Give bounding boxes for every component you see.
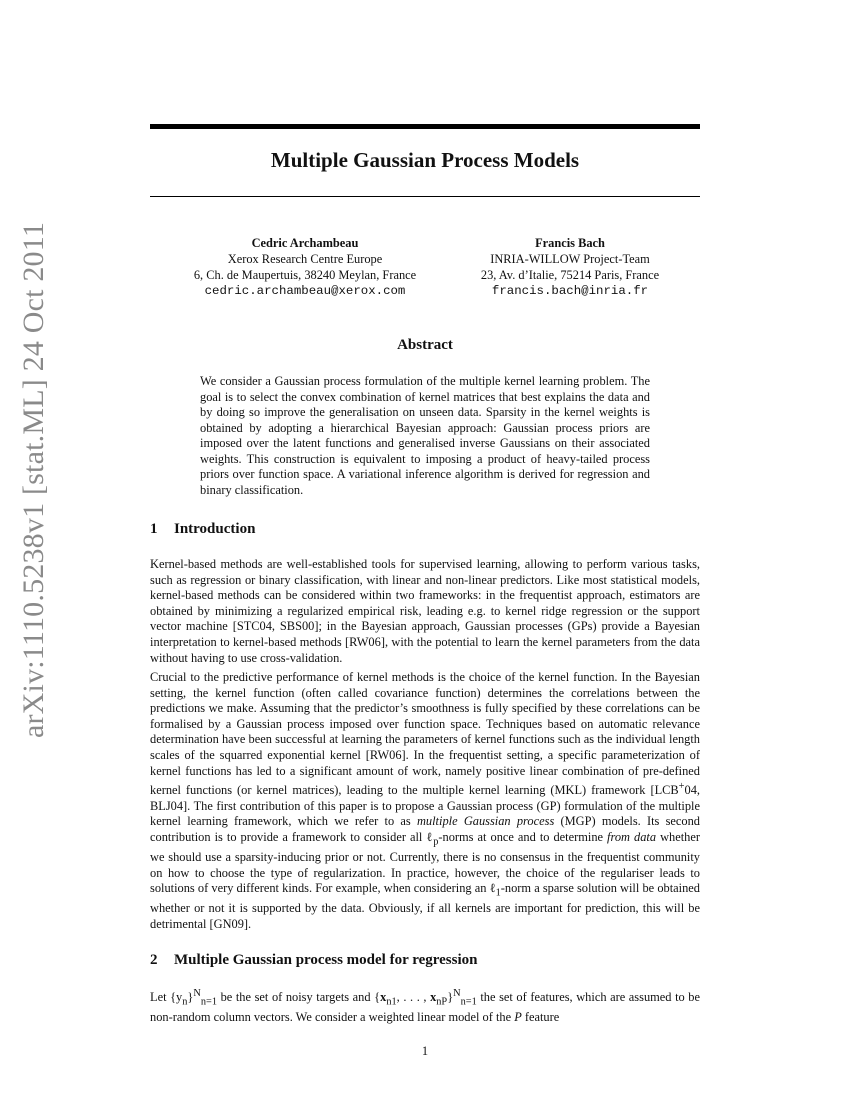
author-email: francis.bach@inria.fr	[491, 284, 649, 298]
text-run: feature	[521, 1010, 560, 1025]
title-rule-top	[150, 124, 700, 129]
text-run: -norms at once and to determine	[438, 830, 608, 845]
text-run: (MGP) models. Its second contribution is to provide a framework to consider all ℓ	[150, 814, 701, 845]
abstract-heading: Abstract	[397, 337, 453, 353]
superscript: N	[453, 988, 461, 999]
intro-paragraph-2	[150, 670, 700, 933]
math-variable: P	[514, 1010, 522, 1025]
subscript: n=1	[200, 996, 217, 1008]
page-number: 1	[421, 1044, 429, 1058]
text-run: whether we should use a sparsity-inducing prior or not. Currently, there is no consensus in the frequentist community on how to choose the type of regularization. In practice, however, the choice of the regulariser leads to solutions of very different kinds. For example, when considering an ℓ	[150, 830, 700, 896]
regression-paragraph-1	[150, 986, 700, 1026]
emphasis: multiple Gaussian process	[416, 814, 555, 829]
author-name: Francis Bach	[535, 236, 605, 250]
section-heading-regression	[150, 952, 700, 969]
author-email: cedric.archambeau@xerox.com	[204, 284, 406, 298]
author-affiliation: Xerox Research Centre Europe	[227, 252, 383, 266]
section-number: 1	[150, 521, 158, 537]
author-1	[160, 235, 450, 299]
intro-paragraph-1: Kernel-based methods are well-established tools for supervised learning, allowing to perform various tasks, such as regression or binary classification, with linear and non-linear predictors. Like most statistical models, kernel-based methods can be considered within two frameworks: in the frequentist approach, estimators are obtained by minimizing a regularized empirical risk, leading e.g. to kernel ridge regression or the support vector machine [STC04, SBS00]; in the Bayesian approach, Gaussian processes (GPs) provide a Bayesian interpretation to kernel-based methods [RW06], with the potential to learn the kernel parameters from the data without having to use cross-validation.	[150, 557, 700, 665]
superscript: +	[678, 781, 685, 793]
subscript: n=1	[460, 996, 477, 1008]
section-title: Multiple Gaussian process model for regression	[174, 952, 478, 968]
bold-vector: x	[430, 990, 437, 1005]
author-name: Cedric Archambeau	[251, 236, 359, 250]
abstract-text: We consider a Gaussian process formulation of the multiple kernel learning problem. The goal is to select the convex combination of kernel matrices that best explains the data and by doing so improve the generalisation on unseen data. Sparsity in the kernel weights is obtained by adopting a hierarchical Bayesian approach: Gaussian process priors are imposed over the latent functions and generalised inverse Gaussians on their associated weights. This construction is equivalent to imposing a product of heavy-tailed process priors over function space. A variational inference algorithm is derived for regression and binary classification.	[200, 374, 650, 497]
text-run: Crucial to the predictive performance of kernel methods is the choice of the kernel function. In the Bayesian setting, the kernel function (often called covariance function) determines the correlations between the predictions we make. Assuming that the predictor’s smoothness is fully specified by these correlations can be formalised by a Gaussian process imposed over function space. Techniques based on automatic relevance determination have been successful at learning the parameters of kernel functions such as the individual length scales of the squarred exponential kernel [RW06]. In the frequentist setting, a specific parameterization of kernel functions has led to a significant amount of work, namely positive linear combination of pre-defined kernel functions (or kernel matrices), leading to the multiple kernel learning (MKL) framework [LCB	[150, 670, 700, 798]
text-run: , . . . ,	[396, 990, 431, 1005]
text-run: -norm a sparse solution will be obtained whether or not it is supported by the data. Obviously, if all kernels are important for prediction, this will be detrimental [GN09].	[150, 881, 700, 931]
paper-title: Multiple Gaussian Process Models	[270, 148, 580, 172]
text-run: Let {y	[150, 990, 183, 1005]
superscript: N	[193, 988, 201, 999]
subscript: 1	[495, 887, 501, 899]
section-title: Introduction	[174, 521, 256, 537]
text-run: }	[187, 990, 194, 1005]
text-run: 04, BLJ04]. The first contribution of this paper is to propose a Gaussian process (GP) formulation of the multiple kernel learning framework, which we refer to as	[150, 783, 700, 829]
subscript: nP	[436, 996, 448, 1008]
author-affiliation: INRIA-WILLOW Project-Team	[490, 252, 650, 266]
bold-vector: x	[380, 990, 387, 1005]
section-heading-introduction	[150, 521, 700, 538]
title-rule-bottom	[150, 196, 700, 197]
author-address: 23, Av. d’Italie, 75214 Paris, France	[480, 268, 660, 282]
subscript: p	[433, 836, 439, 848]
text-run: the set of features, which are assumed to be non-random column vectors. We consider a weighted linear model of the	[150, 990, 700, 1025]
author-address: 6, Ch. de Maupertuis, 38240 Meylan, France	[193, 268, 417, 282]
subscript: n1	[386, 996, 397, 1008]
emphasis: from data	[607, 830, 657, 845]
section-number: 2	[150, 952, 158, 968]
text-run: be the set of noisy targets and {	[217, 990, 381, 1005]
text-run: }	[447, 990, 454, 1005]
author-2	[450, 235, 690, 299]
arxiv-stamp	[0, 0, 60, 1100]
arxiv-identifier: arXiv:1110.5238v1 [stat.ML] 24 Oct 2011	[17, 221, 50, 739]
subscript: n	[182, 996, 188, 1008]
